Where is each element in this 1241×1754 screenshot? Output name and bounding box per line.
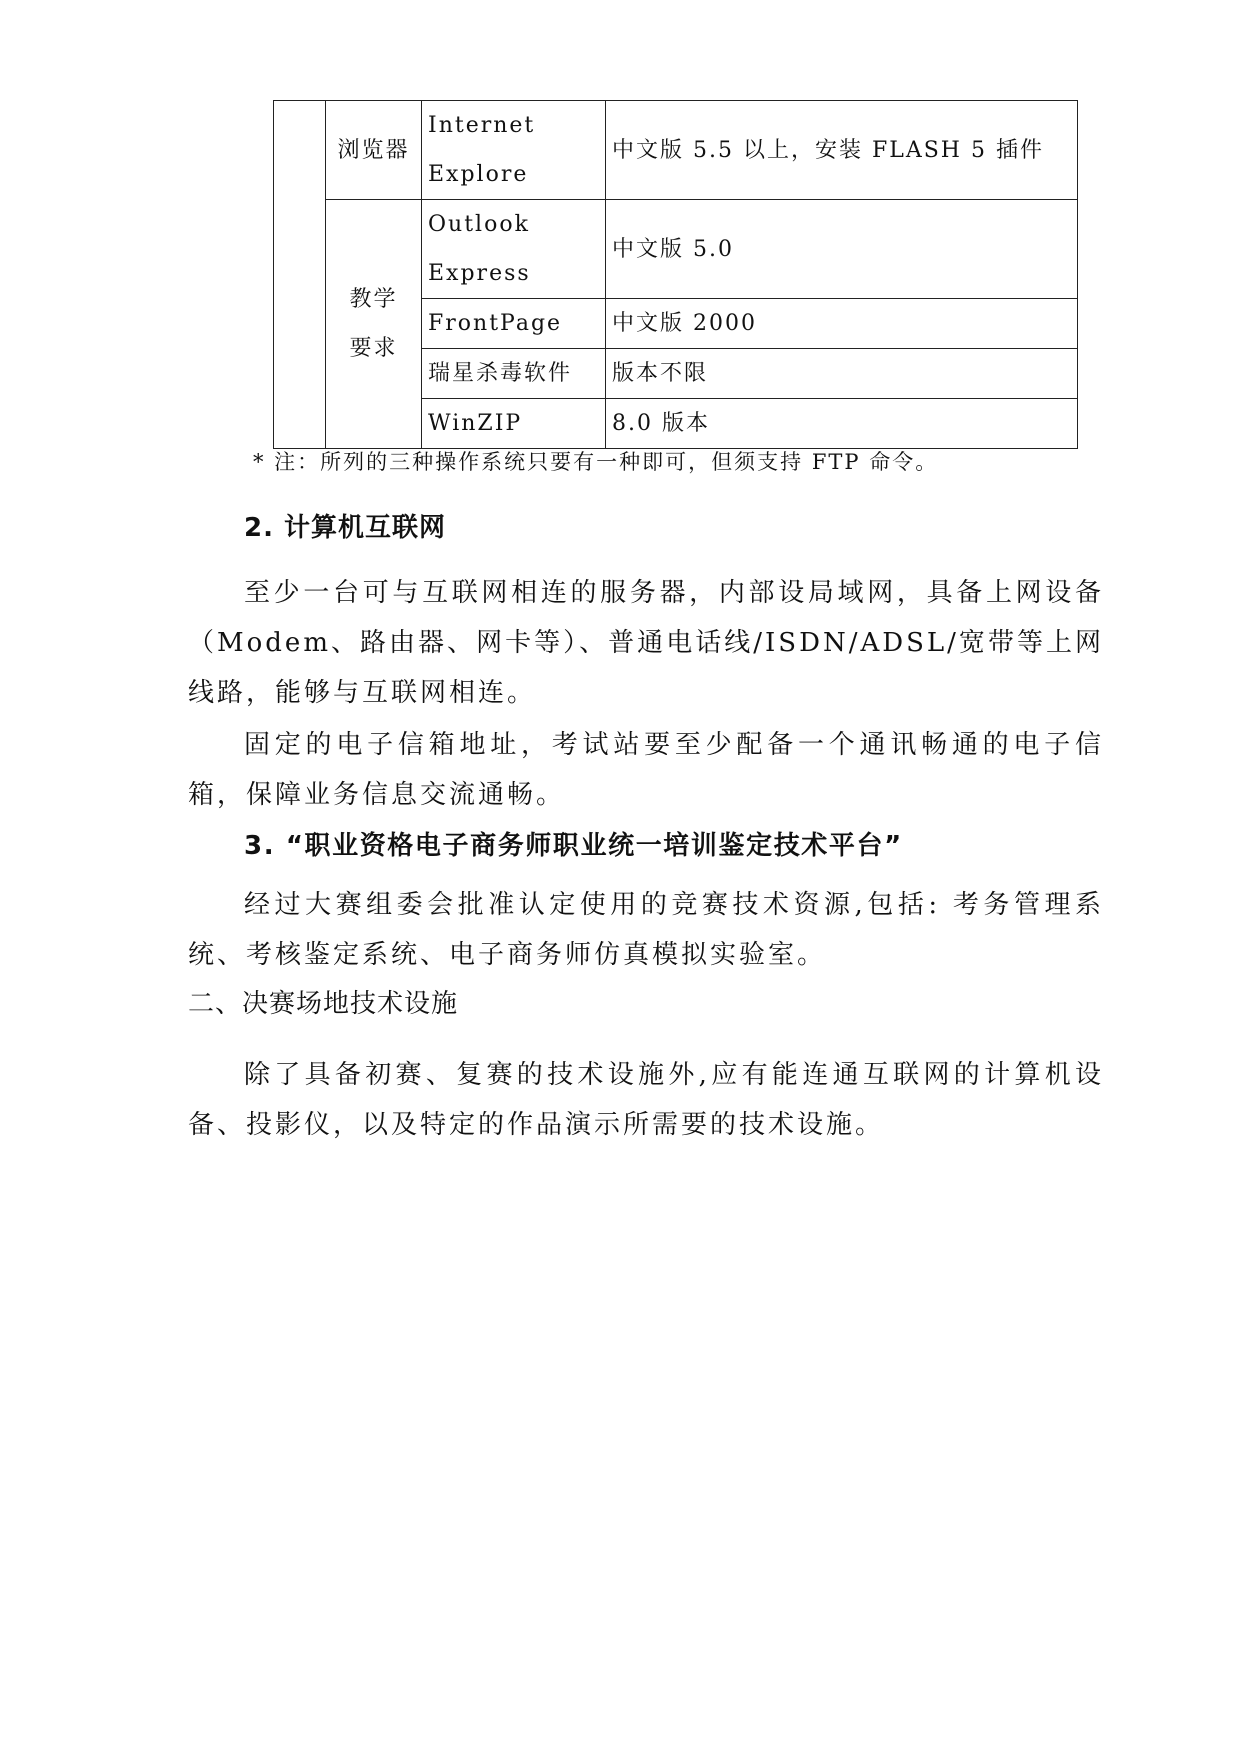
section-heading-platform: 3. “职业资格电子商务师职业统一培训鉴定技术平台” (244, 831, 903, 861)
table-note: * 注：所列的三种操作系统只要有一种即可，但须支持 FTP 命令。 (253, 450, 939, 474)
requirement-cell: 8.0 版本 (606, 399, 1078, 449)
table-row (274, 200, 1078, 299)
paragraph: 至少一台可与互联网相连的服务器，内部设局域网，具备上网设备（Modem、路由器、网卡等）、普通电话线/ISDN/ADSL/宽带等上网线路，能够与互联网相连。 (188, 578, 1104, 708)
software-cell: FrontPage (422, 299, 606, 349)
table-row (274, 101, 1078, 200)
software-name-line: Explore (428, 162, 529, 187)
requirement-cell: 中文版 5.5 以上，安装 FLASH 5 插件 (606, 101, 1078, 200)
section-heading-internet: 2. 计算机互联网 (244, 513, 447, 543)
requirement-cell: 中文版 5.0 (606, 200, 1078, 299)
paragraph: 固定的电子信箱地址，考试站要至少配备一个通讯畅通的电子信箱，保障业务信息交流通畅。 (188, 730, 1104, 810)
software-name-line: Outlook (428, 212, 530, 237)
requirement-cell: 中文版 2000 (606, 299, 1078, 349)
category-cell-teaching: 教学 要求 (326, 200, 422, 449)
blank-cell (274, 101, 326, 449)
paragraph: 经过大赛组委会批准认定使用的竞赛技术资源,包括: 考务管理系统、考核鉴定系统、电子商务师仿真模拟实验室。 (188, 890, 1104, 970)
software-cell (422, 101, 606, 200)
part-heading-finals: 二、决赛场地技术设施 (188, 989, 459, 1019)
software-name-line: Express (428, 261, 531, 286)
software-cell (422, 200, 606, 299)
software-cell: 瑞星杀毒软件 (422, 349, 606, 399)
software-cell: WinZIP (422, 399, 606, 449)
software-name-line: Internet (428, 113, 536, 138)
software-requirements-table (273, 100, 1078, 449)
category-cell-browser: 浏览器 (326, 101, 422, 200)
requirement-cell: 版本不限 (606, 349, 1078, 399)
paragraph: 除了具备初赛、复赛的技术设施外,应有能连通互联网的计算机设备、投影仪，以及特定的作品演示所需要的技术设施。 (188, 1060, 1104, 1140)
